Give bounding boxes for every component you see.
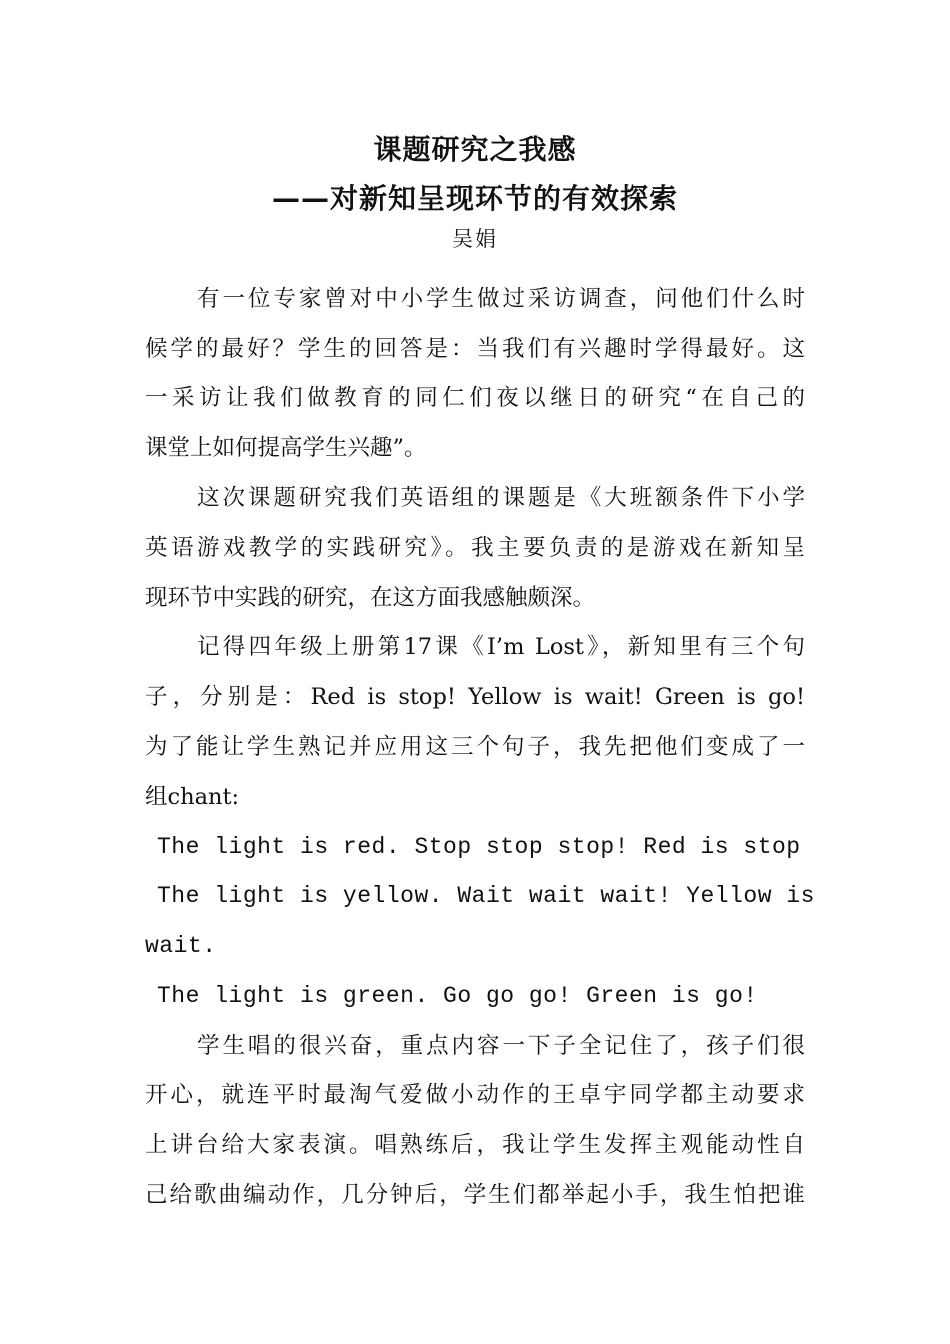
body-line: 开心，就连平时最淘气爱做小动作的王卓宇同学都主动要求 xyxy=(145,1082,805,1108)
document-author: 吴娟 xyxy=(452,227,498,251)
chant-line: wait. xyxy=(145,933,217,959)
document-subtitle: ——对新知呈现环节的有效探索 xyxy=(271,182,678,215)
body-line: 组chant: xyxy=(145,784,240,810)
body-line: 有一位专家曾对中小学生做过采访调查，问他们什么时 xyxy=(197,286,805,312)
body-line: 为了能让学生熟记并应用这三个句子，我先把他们变成了一 xyxy=(145,734,805,760)
body-line: 候学的最好？学生的回答是：当我们有兴趣时学得最好。这 xyxy=(145,336,805,362)
body-line: 这次课题研究我们英语组的课题是《大班额条件下小学 xyxy=(197,485,805,511)
body-line: 己给歌曲编动作，几分钟后，学生们都举起小手，我生怕把谁 xyxy=(145,1182,805,1208)
body-line: 现环节中实践的研究，在这方面我感触颇深。 xyxy=(145,585,596,611)
body-line: 子，分别是：Red is stop! Yellow is wait! Green is go! xyxy=(145,684,805,710)
body-line: 课堂上如何提高学生兴趣”。 xyxy=(145,435,427,461)
body-line: 一采访让我们做教育的同仁们夜以继日的研究“在自己的 xyxy=(145,385,805,411)
chant-line: The light is green. Go go go! Green is go! xyxy=(157,983,758,1009)
body-line: 记得四年级上册第17课《I’m Lost》，新知里有三个句 xyxy=(197,634,805,660)
body-line: 英语游戏教学的实践研究》。我主要负责的是游戏在新知呈 xyxy=(145,535,805,561)
chant-line: The light is yellow. Wait wait wait! Yellow is xyxy=(157,883,815,909)
document-title: 课题研究之我感 xyxy=(373,133,577,166)
body-line: 学生唱的很兴奋，重点内容一下子全记住了，孩子们很 xyxy=(197,1033,805,1059)
body-line: 上讲台给大家表演。唱熟练后，我让学生发挥主观能动性自 xyxy=(145,1132,805,1158)
chant-line: The light is red. Stop stop stop! Red is stop xyxy=(157,834,801,860)
